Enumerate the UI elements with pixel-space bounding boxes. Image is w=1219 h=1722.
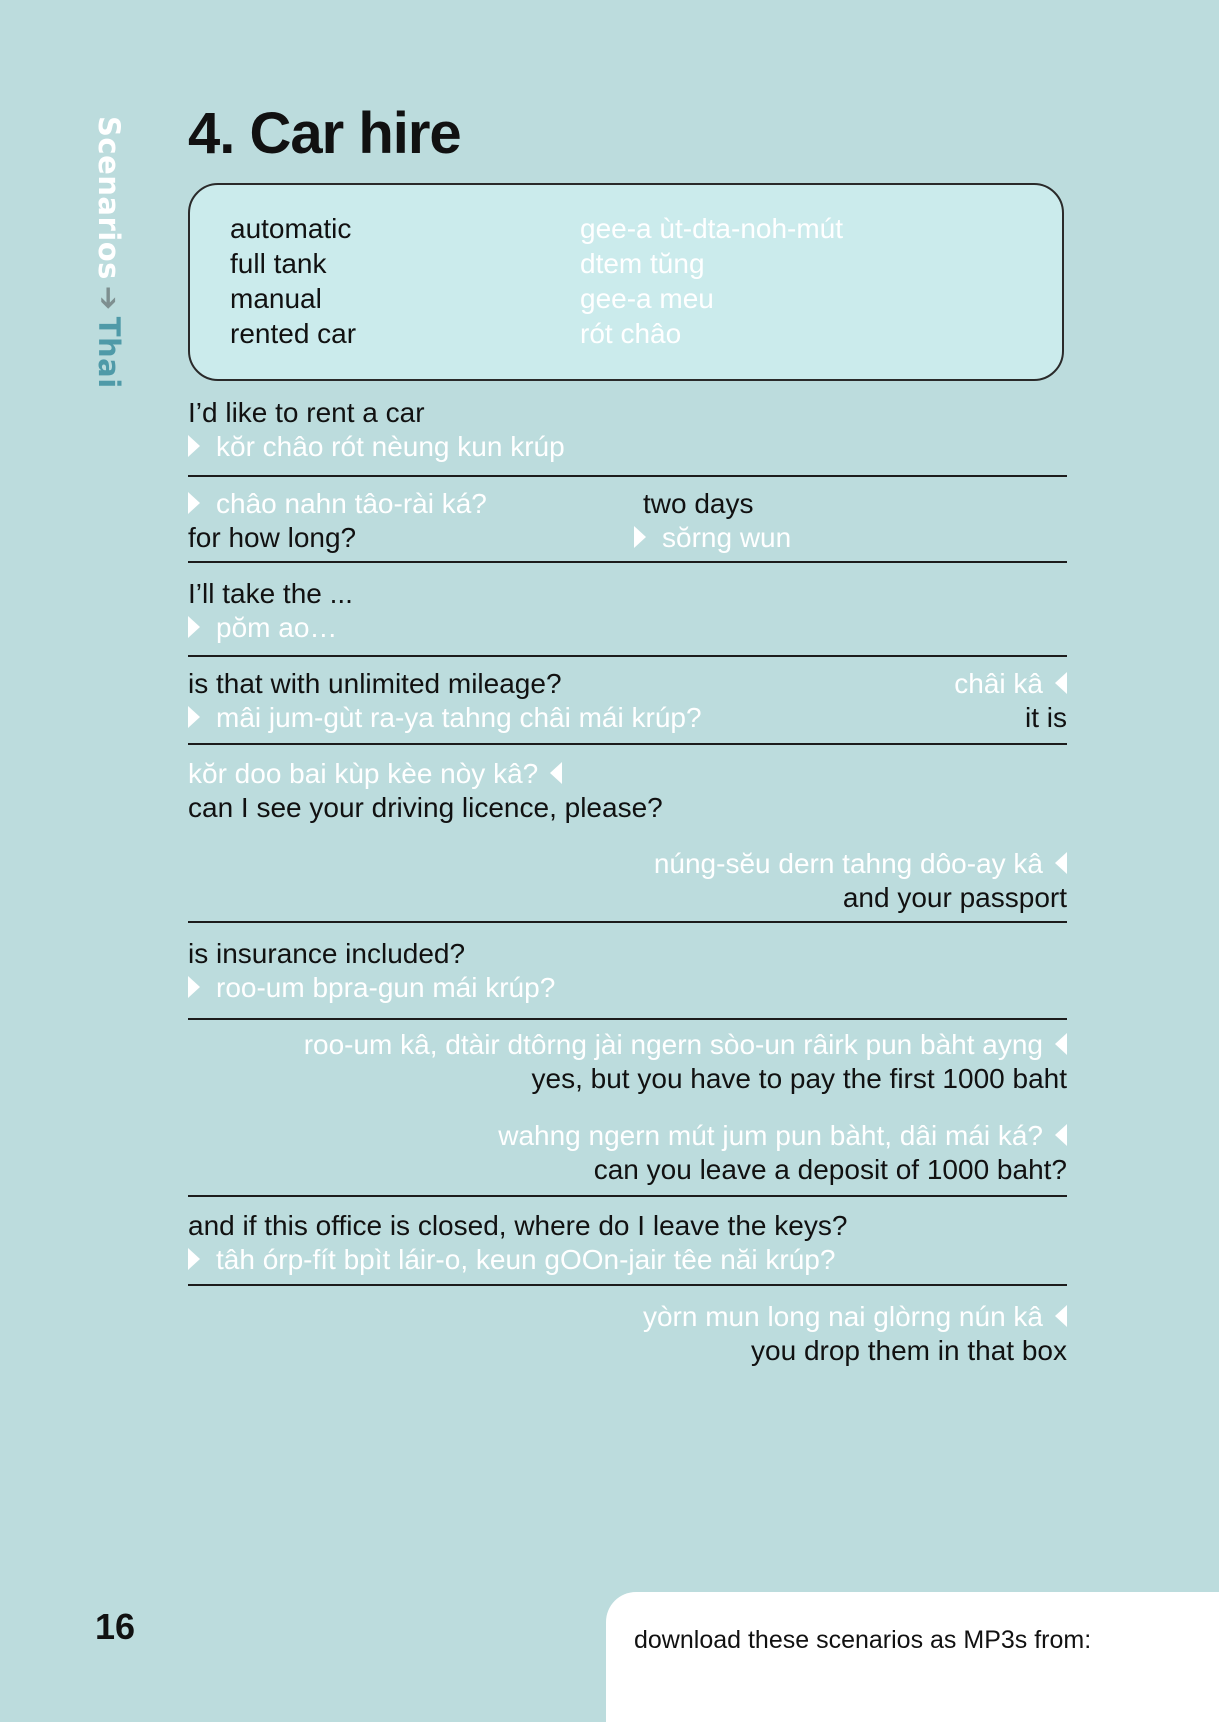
dialogue-english: I’ll take the ... [188,578,353,609]
dialogue-english: is that with unlimited mileage? [188,668,562,699]
play-left-icon [1055,1033,1067,1055]
divider [188,1195,1067,1197]
divider [188,561,1067,563]
dialogue-thai: sŏrng wun [634,524,1064,552]
dialogue-english: yes, but you have to pay the first 1000 baht [531,1063,1067,1094]
dialogue-english: you drop them in that box [751,1335,1067,1366]
dialogue-thai: châo nahn tâo-rài ká? [188,490,1067,518]
play-right-icon [188,435,200,457]
dialogue-thai: wahng ngern mút jum pun bàht, dâi mái ká? [188,1122,1067,1150]
vocab-english: rented car [230,318,357,349]
divider [188,475,1067,477]
play-left-icon [1055,672,1067,694]
divider [188,1284,1067,1286]
vocab-english: manual [230,283,322,314]
arrow-right-icon: ➔ [92,285,126,311]
dialogue-thai: roo-um bpra-gun mái krúp? [188,974,1067,1002]
dialogue-english: it is [1025,702,1067,733]
dialogue-english: two days [643,488,754,519]
section-side-label [92,116,126,389]
page-title: 4. Car hire [188,101,461,166]
dialogue-english: is insurance included? [188,938,466,969]
dialogue-thai: kŏr doo bai kùp kèe nòy kâ? [188,760,1067,788]
vocab-thai: gee-a ùt-dta-noh-mút [580,213,844,244]
dialogue-english: can you leave a deposit of 1000 baht? [593,1154,1067,1185]
divider [188,1018,1067,1020]
vocab-english: automatic [230,213,352,244]
divider [188,921,1067,923]
vocab-thai: dtem tŭng [580,248,705,279]
dialogue-thai: mâi jum-gùt ra-ya tahng châi mái krúp? [188,704,1067,732]
play-left-icon [1055,852,1067,874]
dialogue-thai: kŏr châo rót nèung kun krúp [188,433,1067,461]
dialogue-thai: tâh órp-fít bpìt láir-o, keun gOOn-jair têe năi krúp? [188,1246,1067,1274]
dialogue-english: can I see your driving licence, please? [188,792,663,823]
vocabulary-box [188,183,1064,381]
play-right-icon [188,616,200,638]
page-number: 16 [95,1606,136,1647]
divider [188,743,1067,745]
vocab-english: full tank [230,248,327,279]
play-right-icon [634,526,646,548]
play-right-icon [188,1248,200,1270]
play-left-icon [1055,1305,1067,1327]
vocab-thai: rót châo [580,318,682,349]
divider [188,655,1067,657]
side-label-language: Thai [92,316,126,389]
dialogue-thai: pŏm ao… [188,614,1067,642]
dialogue-thai: châi kâ [188,670,1067,698]
play-right-icon [188,976,200,998]
footer-download-text: download these scenarios as MP3s from: [634,1626,1092,1654]
dialogue-english: I’d like to rent a car [188,397,425,428]
dialogue-english: for how long? [188,522,357,553]
play-left-icon [1055,1124,1067,1146]
footer-download-box [606,1592,1219,1722]
dialogue-thai: roo-um kâ, dtàir dtôrng jài ngern sòo-un râirk pun bàht ayng [188,1031,1067,1059]
dialogue-english: and if this office is closed, where do I leave the keys? [188,1210,848,1241]
vocab-thai: gee-a meu [580,283,714,314]
dialogue-thai: yòrn mun long nai glòrng nún kâ [188,1303,1067,1331]
play-right-icon [188,492,200,514]
dialogue-english: and your passport [842,882,1067,913]
dialogue-thai: núng-sĕu dern tahng dôo-ay kâ [188,850,1067,878]
side-label-scenarios: Scenarios [92,116,126,280]
play-left-icon [550,762,562,784]
